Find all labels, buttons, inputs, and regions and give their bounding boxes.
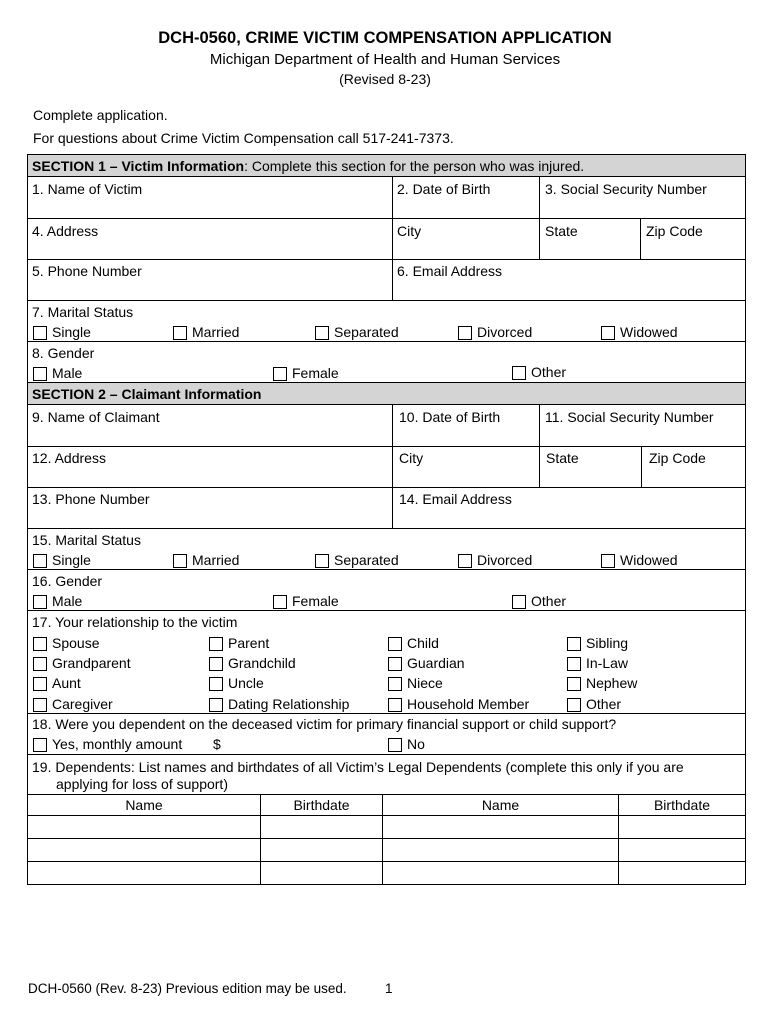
revision-date: (Revised 8-23) <box>339 71 431 87</box>
claimant-state-label: State <box>546 450 579 466</box>
relationship-option-guardian[interactable]: Guardian <box>388 655 465 672</box>
relationship-option-nephew[interactable]: Nephew <box>567 675 637 692</box>
victim-email-label: 6. Email Address <box>397 263 503 279</box>
victim-ssn-label: 3. Social Security Number <box>545 181 707 197</box>
claimant-marital-single[interactable]: Single <box>33 552 91 569</box>
checkbox[interactable] <box>388 657 402 671</box>
checkbox[interactable] <box>601 326 615 340</box>
dependent-row1-birthdate2[interactable] <box>620 816 744 837</box>
claimant-marital-separated[interactable]: Separated <box>315 552 399 569</box>
dependent-row1-name2[interactable] <box>384 816 617 837</box>
relationship-option-parent[interactable]: Parent <box>209 635 269 652</box>
victim-marital-widowed[interactable]: Widowed <box>601 324 678 341</box>
victim-gender-other[interactable]: Other <box>512 364 566 381</box>
dependent-row2-birthdate2[interactable] <box>620 839 744 860</box>
relationship-option-other[interactable]: Other <box>567 696 621 713</box>
claimant-gender-other[interactable]: Other <box>512 593 566 610</box>
checkbox[interactable] <box>33 698 47 712</box>
claimant-gender-female[interactable]: Female <box>273 593 339 610</box>
dependent-row2-name2[interactable] <box>384 839 617 860</box>
victim-gender-label: 8. Gender <box>32 345 95 361</box>
claimant-gender-male[interactable]: Male <box>33 593 82 610</box>
victim-phone-label: 5. Phone Number <box>32 263 142 279</box>
relationship-option-dating-relationship[interactable]: Dating Relationship <box>209 696 349 713</box>
checkbox[interactable] <box>273 595 287 609</box>
checkbox[interactable] <box>33 367 47 381</box>
relationship-option-caregiver[interactable]: Caregiver <box>33 696 113 713</box>
dependent-row2-name[interactable] <box>29 839 259 860</box>
victim-marital-label: 7. Marital Status <box>32 304 134 320</box>
claimant-zip-label: Zip Code <box>649 450 706 466</box>
checkbox[interactable] <box>209 698 223 712</box>
checkbox[interactable] <box>388 637 402 651</box>
checkbox[interactable] <box>388 698 402 712</box>
intro-line-2: For questions about Crime Victim Compensation call 517-241-7373. <box>33 130 454 146</box>
checkbox[interactable] <box>315 326 329 340</box>
relationship-option-aunt[interactable]: Aunt <box>33 675 81 692</box>
dependents-col-name-1: Name <box>125 797 163 813</box>
page-number: 1 <box>385 981 393 996</box>
victim-zip-label: Zip Code <box>646 223 703 239</box>
dollar-sign: $ <box>213 736 221 752</box>
victim-marital-separated[interactable]: Separated <box>315 324 399 341</box>
relationship-option-grandparent[interactable]: Grandparent <box>33 655 131 672</box>
dependent-question: 18. Were you dependent on the deceased victim for primary financial support or child support? <box>32 716 617 732</box>
checkbox[interactable] <box>458 326 472 340</box>
claimant-marital-married[interactable]: Married <box>173 552 239 569</box>
dependent-row3-birthdate2[interactable] <box>620 862 744 883</box>
victim-gender-male[interactable]: Male <box>33 365 82 382</box>
checkbox[interactable] <box>33 595 47 609</box>
dependent-row1-name[interactable] <box>29 816 259 837</box>
checkbox[interactable] <box>33 738 47 752</box>
victim-marital-married[interactable]: Married <box>173 324 239 341</box>
checkbox[interactable] <box>315 554 329 568</box>
dependent-row3-name2[interactable] <box>384 862 617 883</box>
section2-title: SECTION 2 – Claimant Information <box>32 386 262 402</box>
form-title: DCH-0560, CRIME VICTIM COMPENSATION APPLICATION <box>158 29 612 47</box>
relationship-option-uncle[interactable]: Uncle <box>209 675 264 692</box>
claimant-marital-widowed[interactable]: Widowed <box>601 552 678 569</box>
dependent-row3-birthdate[interactable] <box>262 862 381 883</box>
dependents-col-name-2: Name <box>481 797 520 813</box>
dependent-row3-name[interactable] <box>29 862 259 883</box>
checkbox[interactable] <box>512 366 526 380</box>
claimant-phone-label: 13. Phone Number <box>32 491 150 507</box>
victim-name-label: 1. Name of Victim <box>32 181 143 197</box>
claimant-name-label: 9. Name of Claimant <box>32 409 160 425</box>
dependents-col-birthdate-1: Birthdate <box>293 797 350 813</box>
claimant-marital-divorced[interactable]: Divorced <box>458 552 532 569</box>
checkbox[interactable] <box>173 326 187 340</box>
checkbox[interactable] <box>567 637 581 651</box>
relationship-option-spouse[interactable]: Spouse <box>33 635 99 652</box>
victim-gender-female[interactable]: Female <box>273 365 339 382</box>
claimant-email-label: 14. Email Address <box>399 491 512 507</box>
relationship-option-in-law[interactable]: In-Law <box>567 655 628 672</box>
victim-marital-divorced[interactable]: Divorced <box>458 324 532 341</box>
checkbox[interactable] <box>601 554 615 568</box>
dependent-no-option[interactable]: No <box>388 736 425 753</box>
checkbox[interactable] <box>33 657 47 671</box>
dependents-col-birthdate-2: Birthdate <box>653 797 711 813</box>
checkbox[interactable] <box>209 657 223 671</box>
dependent-row1-birthdate[interactable] <box>262 816 381 837</box>
checkbox[interactable] <box>33 554 47 568</box>
relationship-option-grandchild[interactable]: Grandchild <box>209 655 296 672</box>
checkbox[interactable] <box>209 637 223 651</box>
checkbox[interactable] <box>567 657 581 671</box>
checkbox[interactable] <box>458 554 472 568</box>
checkbox[interactable] <box>567 698 581 712</box>
relationship-option-sibling[interactable]: Sibling <box>567 635 628 652</box>
dependents-label-line2: applying for loss of support) <box>56 776 228 792</box>
claimant-address-label: 12. Address <box>32 450 106 466</box>
claimant-dob-label: 10. Date of Birth <box>399 409 501 425</box>
checkbox[interactable] <box>33 637 47 651</box>
dependent-row2-birthdate[interactable] <box>262 839 381 860</box>
relationship-label: 17. Your relationship to the victim <box>32 614 238 630</box>
department-name: Michigan Department of Health and Human Services <box>209 51 561 68</box>
checkbox[interactable] <box>209 677 223 691</box>
relationship-option-household-member[interactable]: Household Member <box>388 696 529 713</box>
checkbox[interactable] <box>512 595 526 609</box>
checkbox[interactable] <box>567 677 581 691</box>
checkbox[interactable] <box>388 677 402 691</box>
checkbox[interactable] <box>33 326 47 340</box>
section1-title: SECTION 1 – Victim Information: Complete this section for the person who was injured. <box>32 158 585 174</box>
intro-line-1: Complete application. <box>33 107 168 123</box>
victim-address-label: 4. Address <box>32 223 99 239</box>
victim-city-label: City <box>397 223 422 239</box>
claimant-ssn-label: 11. Social Security Number <box>545 409 714 425</box>
checkbox[interactable] <box>33 677 47 691</box>
checkbox[interactable] <box>273 367 287 381</box>
checkbox[interactable] <box>388 738 402 752</box>
relationship-option-child[interactable]: Child <box>388 635 439 652</box>
form-footer: DCH-0560 (Rev. 8-23) Previous edition may be used. <box>28 981 347 996</box>
relationship-option-niece[interactable]: Niece <box>388 675 443 692</box>
claimant-marital-label: 15. Marital Status <box>32 532 141 548</box>
victim-dob-label: 2. Date of Birth <box>397 181 491 197</box>
victim-marital-single[interactable]: Single <box>33 324 91 341</box>
claimant-city-label: City <box>399 450 424 466</box>
claimant-gender-label: 16. Gender <box>32 573 103 589</box>
checkbox[interactable] <box>173 554 187 568</box>
victim-state-label: State <box>545 223 578 239</box>
dependents-label-line1: 19. Dependents: List names and birthdates of all Victim’s Legal Dependents (complete this only if you are <box>32 759 684 775</box>
dependent-yes-option[interactable]: Yes, monthly amount <box>33 736 182 753</box>
